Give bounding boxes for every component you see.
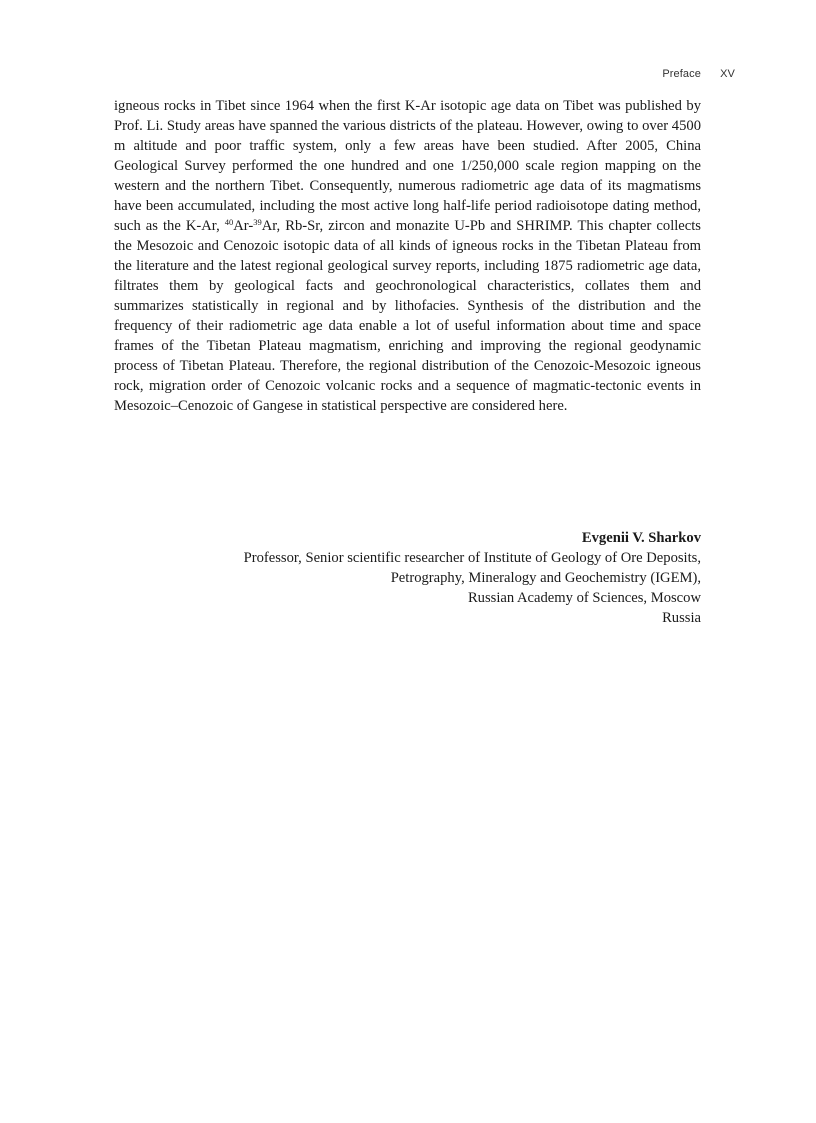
- body-paragraph: [114, 96, 701, 416]
- signature-affiliation-line-2: Petrography, Mineralogy and Geochemistry (IGEM),: [390, 570, 701, 586]
- running-head-section: Preface: [662, 68, 701, 80]
- signature-name: Evgenii V. Sharkov: [581, 530, 701, 546]
- body-text-part1: igneous rocks in Tibet since 1964 when the first K-Ar isotopic age data on Tibet was published by Prof. Li. Study areas have spanned the various districts of the plateau. However, owing to over 4500 m altitude and poor traffic system, only a few areas have been studied. After 2005, China Geological Survey performed the one hundred and one 1/250,000 scale region mapping on the western and the northern Tibet. Consequently, numerous radiometric age data of its magmatisms have been accumulated, including the most active long half-life period radioisotope dating method, such as the K-Ar,: [114, 98, 701, 234]
- signature-country: Russia: [662, 610, 701, 626]
- signature-affiliation-line-3: Russian Academy of Sciences, Moscow: [467, 590, 701, 606]
- body-text-part3: Ar, Rb-Sr, zircon and monazite U-Pb and SHRIMP. This chapter collects the Mesozoic and Cenozoic isotopic data of all kinds of igneous rocks in the Tibetan Plateau from the literature and the latest regional geological survey reports, including 1875 radiometric age data, filtrates them by geological facts and geochronological characteristics, collates them and summarizes statistically in regional and by lithofacies. Synthesis of the distribution and the frequency of their radiometric age data enable a lot of useful information about time and space frames of the Tibetan Plateau magmatism, enriching and improving the regional geodynamic process of Tibetan Plateau. Therefore, the regional distribution of the Cenozoic-Mesozoic igneous rock, migration order of Cenozoic volcanic rocks and a sequence of magmatic-tectonic events in Mesozoic–Cenozoic of Gangese in statistical perspective are considered here.: [114, 218, 701, 414]
- superscript-40: 40: [224, 217, 234, 227]
- signature-affiliation-line-1: Professor, Senior scientific researcher of Institute of Geology of Ore Deposits,: [243, 550, 701, 566]
- page-number: XV: [720, 68, 735, 80]
- body-text-part2: Ar-: [233, 218, 254, 234]
- running-head: [662, 68, 735, 80]
- superscript-39: 39: [253, 217, 262, 227]
- signature-block: [114, 528, 701, 628]
